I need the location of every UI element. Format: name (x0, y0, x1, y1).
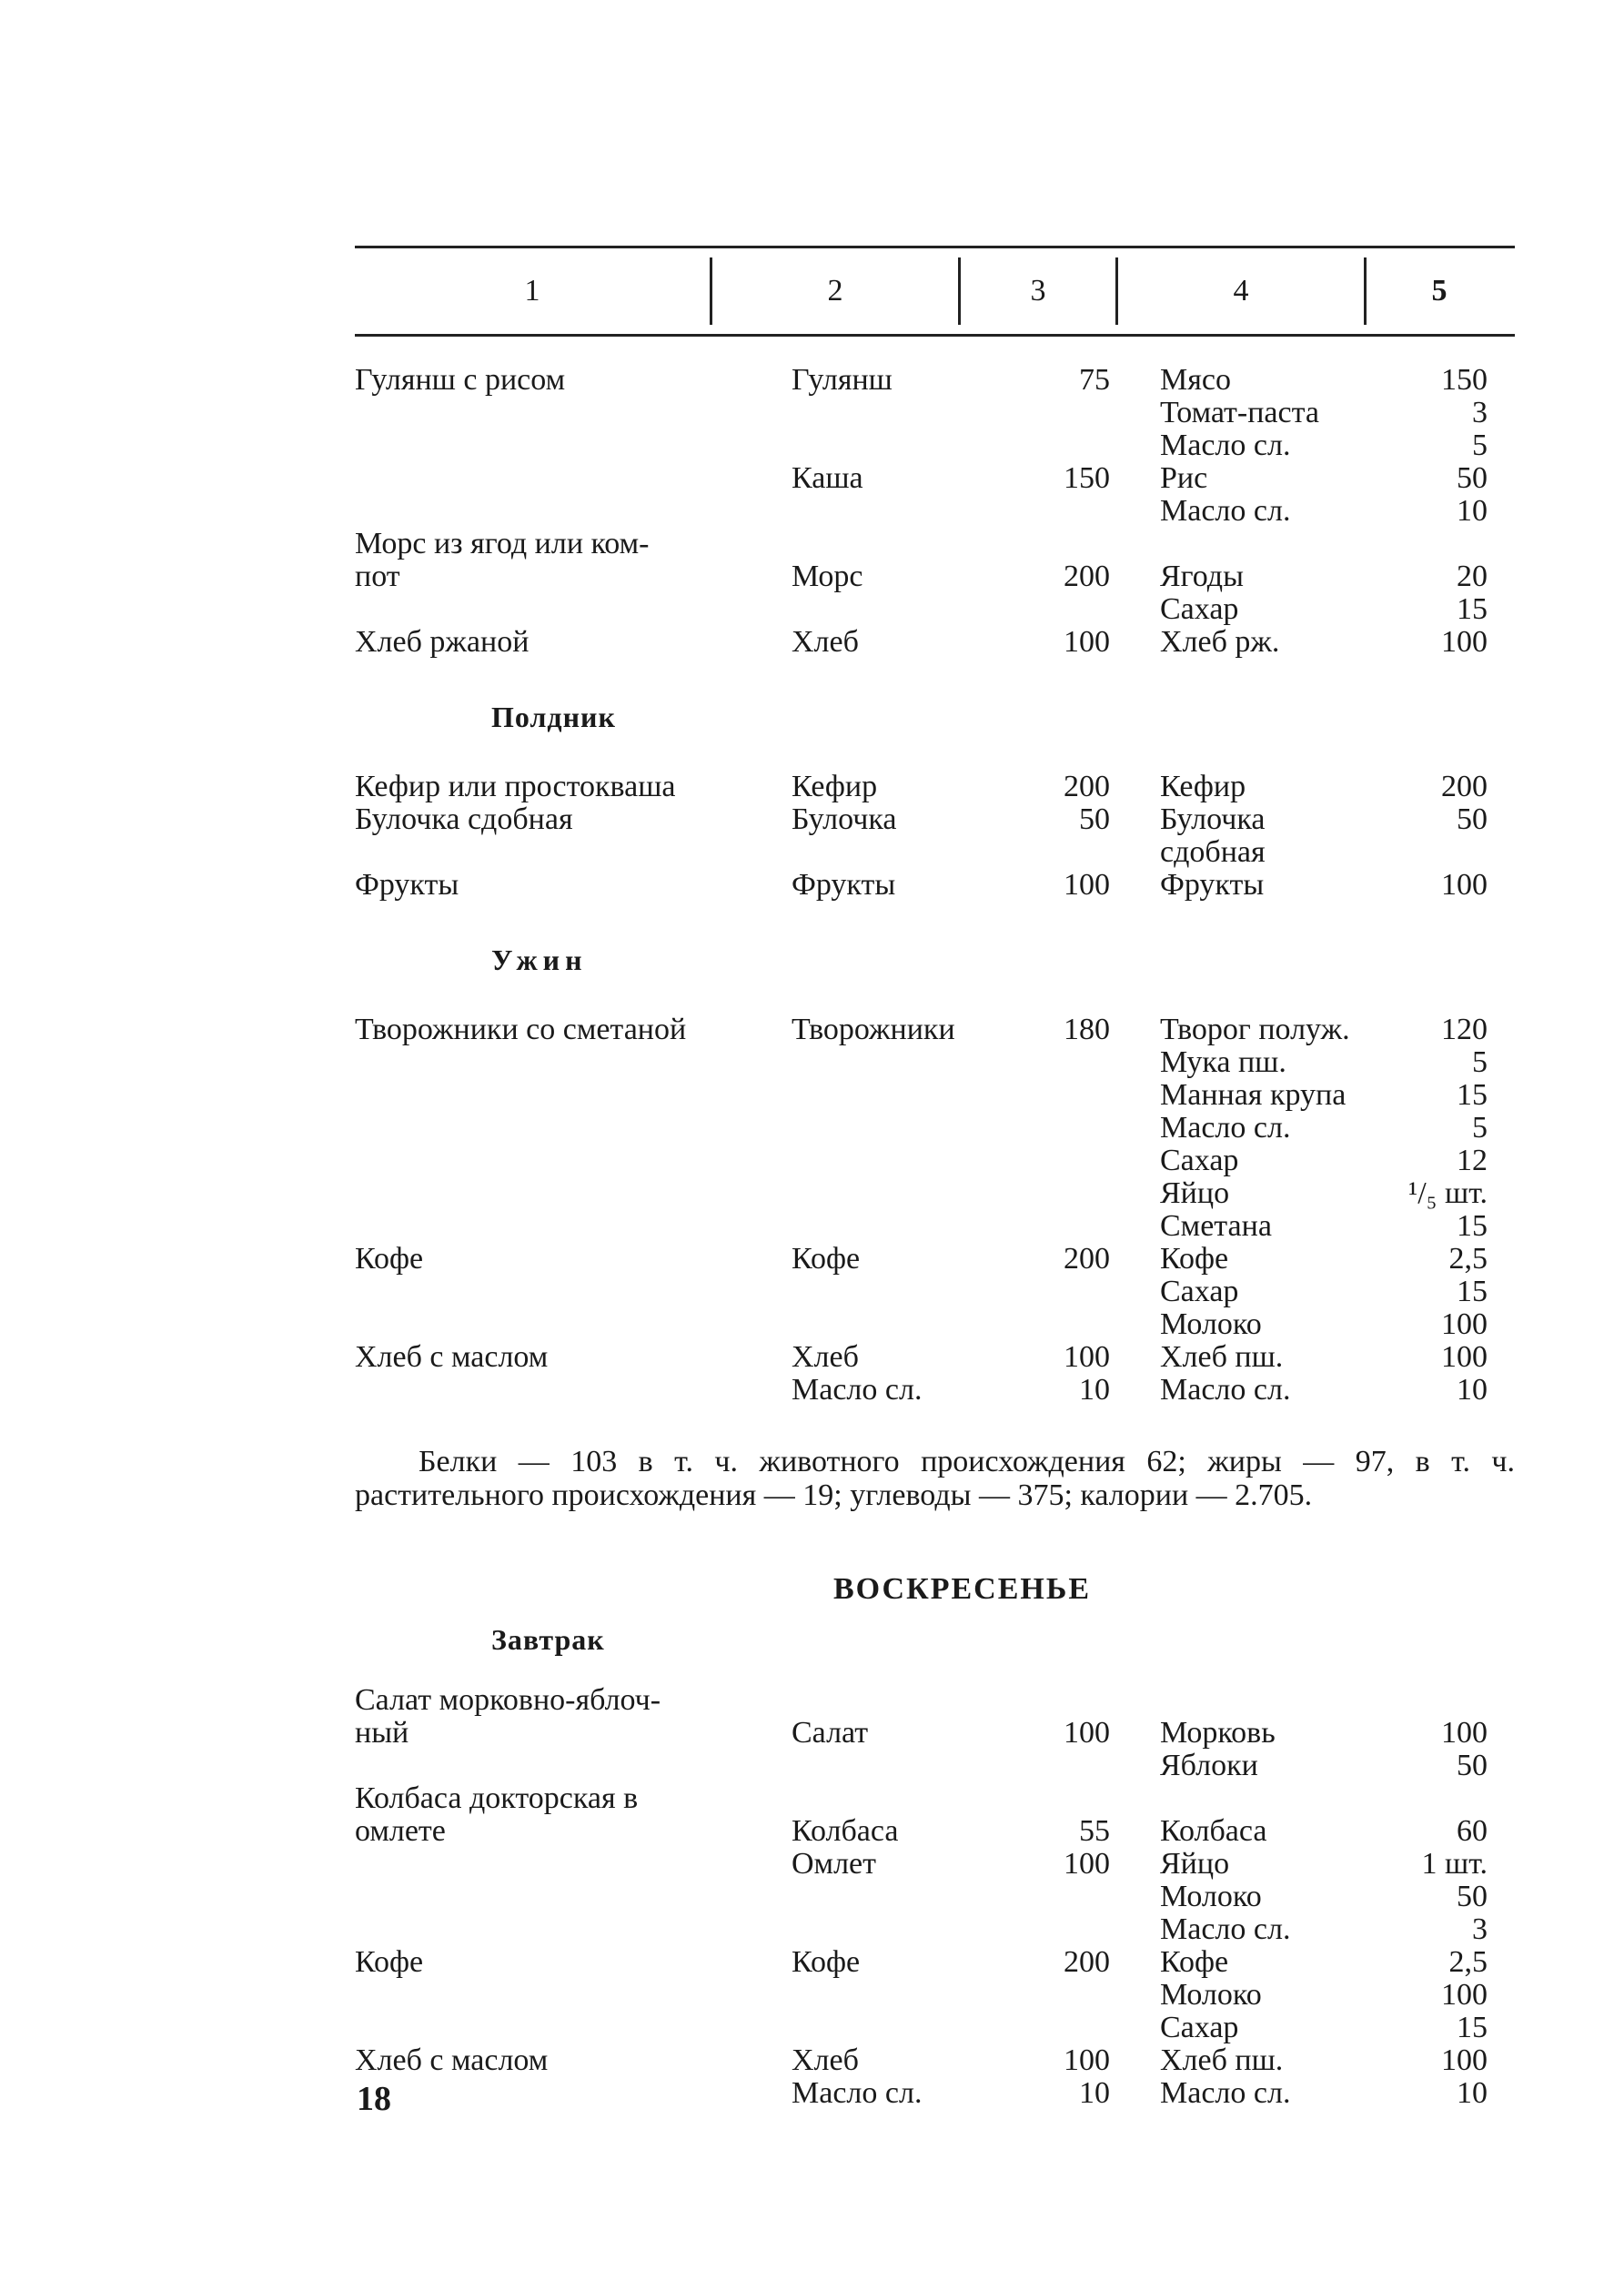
cell-c3 (1037, 1913, 1110, 1946)
header-col-5: 5 (1431, 274, 1447, 308)
cell-c4: Молоко (1160, 1880, 1262, 1913)
cell-c2 (792, 1684, 1037, 1717)
cell-c5: 150 (1441, 363, 1488, 397)
table-row (355, 2077, 1515, 2110)
cell-c1: Творожники со сметаной (355, 1013, 687, 1046)
cell-c3: 100 (1064, 2043, 1110, 2077)
cell-c4: Томат-паста (1160, 396, 1319, 429)
cell-c5: 2,5 (1448, 1242, 1488, 1276)
cell-c2: Омлет (792, 1847, 876, 1881)
cell-c3 (1037, 593, 1110, 626)
cell-c2 (792, 429, 1037, 462)
cell-c3 (1037, 495, 1110, 528)
cell-c2: Кефир (792, 770, 878, 803)
cell-c4: Кефир (1160, 770, 1246, 803)
cell-c2 (792, 1177, 1037, 1210)
cell-c5 (1374, 528, 1488, 560)
table-row (355, 528, 1515, 560)
table-row (355, 1276, 1515, 1308)
header-col-2: 2 (827, 274, 843, 308)
header-col-1: 1 (524, 274, 540, 308)
cell-c4: Хлеб пш. (1160, 2043, 1284, 2077)
cell-c5: 1 шт. (1421, 1847, 1488, 1881)
cell-c4: Масло сл. (1160, 1111, 1291, 1145)
cell-c5: 200 (1441, 770, 1488, 803)
table-row (355, 1684, 1515, 1717)
cell-c4: Колбаса (1160, 1814, 1267, 1848)
cell-c2: Салат (792, 1716, 869, 1750)
cell-c4: Сахар (1160, 1275, 1239, 1308)
breakfast-block (355, 1684, 1515, 2110)
cell-c5: 5 (1472, 429, 1488, 462)
cell-c2: Гулянш (792, 363, 893, 397)
table-row (355, 560, 1515, 593)
cell-c1: Кефир или простокваша (355, 770, 676, 803)
cell-c3 (1037, 1684, 1110, 1717)
cell-c3 (1037, 397, 1110, 429)
cell-c4: Хлеб рж. (1160, 625, 1280, 659)
cell-c2 (792, 1046, 1037, 1079)
cell-c4 (1110, 528, 1374, 560)
cell-c4: Кофе (1160, 1945, 1229, 1979)
cell-c2: Морс (792, 560, 863, 593)
table-row (355, 2044, 1515, 2077)
cell-c1: Хлеб с маслом (355, 1340, 549, 1374)
cell-c4: Манная крупа (1160, 1078, 1347, 1112)
cell-c5: 100 (1441, 1307, 1488, 1341)
cell-c3: 75 (1079, 363, 1110, 397)
cell-c3 (1037, 1046, 1110, 1079)
cell-c1 (355, 397, 792, 429)
cell-c4: Творог полуж. (1160, 1013, 1350, 1046)
cell-c4: Мясо (1160, 363, 1231, 397)
cell-c2 (792, 1210, 1037, 1243)
cell-c4: Сметана (1160, 1209, 1272, 1243)
table-row (355, 1815, 1515, 1848)
table-row (355, 1750, 1515, 1782)
day-title: ВОСКРЕСЕНЬЕ (832, 1572, 1092, 1606)
cell-c1: Булочка сдобная (355, 802, 573, 836)
cell-c5: 10 (1457, 2076, 1488, 2110)
cell-c5: 120 (1441, 1013, 1488, 1046)
cell-c1 (355, 429, 792, 462)
table-row (355, 1210, 1515, 1243)
cell-c4: Яйцо (1160, 1847, 1230, 1881)
cell-c3: 10 (1079, 1373, 1110, 1407)
table-row (355, 1112, 1515, 1145)
lunch-block (355, 364, 1515, 659)
cell-c3: 10 (1079, 2076, 1110, 2110)
cell-c3 (1037, 1782, 1110, 1815)
cell-c1 (355, 1177, 792, 1210)
page-number: 18 (357, 2080, 391, 2118)
cell-c1 (355, 1913, 792, 1946)
cell-c3 (1037, 528, 1110, 560)
cell-c2: Каша (792, 461, 863, 495)
cell-c4: Морковь (1160, 1716, 1276, 1750)
cell-c1 (355, 1979, 792, 2012)
cell-c5: 10 (1457, 1373, 1488, 1407)
cell-c4: Масло сл. (1160, 1373, 1291, 1407)
cell-c4: Сахар (1160, 2011, 1239, 2044)
cell-c1: Фрукты (355, 868, 459, 902)
cell-c2: Фрукты (792, 868, 896, 902)
cell-c4: Молоко (1160, 1978, 1262, 2012)
cell-c2 (792, 1913, 1037, 1946)
cell-c1 (355, 2077, 792, 2110)
cell-c5: 5 (1472, 1045, 1488, 1079)
cell-c5: 100 (1441, 1978, 1488, 2012)
cell-c5: 100 (1441, 1340, 1488, 1374)
cell-c5: 12 (1457, 1144, 1488, 1177)
cell-c1: Гулянш с рисом (355, 363, 566, 397)
cell-c5: 60 (1457, 1814, 1488, 1848)
cell-c4: сдобная (1160, 835, 1266, 869)
dinner-block (355, 1014, 1515, 1407)
table-row (355, 462, 1515, 495)
table-row (355, 836, 1515, 869)
table-row (355, 1717, 1515, 1750)
table-row (355, 1145, 1515, 1177)
cell-c1 (355, 495, 792, 528)
table-row (355, 1046, 1515, 1079)
cell-c1 (355, 1145, 792, 1177)
cell-c2 (792, 1750, 1037, 1782)
cell-c3 (1037, 1079, 1110, 1112)
cell-c3: 100 (1064, 1716, 1110, 1750)
cell-c1: ный (355, 1716, 409, 1750)
cell-c1: Хлеб ржаной (355, 625, 530, 659)
cell-c4 (1110, 1684, 1374, 1717)
cell-c1 (355, 593, 792, 626)
table-header (355, 248, 1515, 334)
cell-c1: пот (355, 560, 400, 593)
cell-c2: Творожники (792, 1013, 955, 1046)
cell-c3: 150 (1064, 461, 1110, 495)
cell-c2 (792, 1145, 1037, 1177)
cell-c5 (1374, 1782, 1488, 1815)
cell-c3 (1037, 1177, 1110, 1210)
cell-c2: Хлеб (792, 1340, 859, 1374)
cell-c1 (355, 1112, 792, 1145)
cell-c4: Рис (1160, 461, 1208, 495)
cell-c5: 50 (1457, 461, 1488, 495)
cell-c1: Кофе (355, 1945, 424, 1979)
table-row (355, 1079, 1515, 1112)
table-row (355, 1782, 1515, 1815)
cell-c2 (792, 836, 1037, 869)
cell-c5: 100 (1441, 1716, 1488, 1750)
table-row (355, 593, 1515, 626)
cell-c5: ¹/₅ шт. (1408, 1176, 1488, 1210)
cell-c5: 3 (1472, 396, 1488, 429)
page-content (355, 246, 1515, 2110)
section-title-zavtrak: Завтрак (491, 1623, 605, 1656)
cell-c5: 5 (1472, 1111, 1488, 1145)
cell-c3 (1037, 1145, 1110, 1177)
cell-c3 (1037, 1881, 1110, 1913)
cell-c1: Кофе (355, 1242, 424, 1276)
cell-c2: Кофе (792, 1242, 861, 1276)
cell-c3: 100 (1064, 868, 1110, 902)
table-row (355, 495, 1515, 528)
cell-c1 (355, 1276, 792, 1308)
cell-c3: 200 (1064, 1945, 1110, 1979)
cell-c3 (1037, 1112, 1110, 1145)
cell-c5: 50 (1457, 1749, 1488, 1782)
cell-c2 (792, 2012, 1037, 2044)
cell-c1: Морс из ягод или ком- (355, 527, 650, 560)
table-row (355, 1014, 1515, 1046)
table-row (355, 771, 1515, 803)
table-row (355, 1979, 1515, 2012)
section-title-poldnik: Полдник (491, 701, 616, 733)
cell-c5: 2,5 (1448, 1945, 1488, 1979)
cell-c5: 3 (1472, 1912, 1488, 1946)
cell-c5: 50 (1457, 1880, 1488, 1913)
cell-c5: 15 (1457, 592, 1488, 626)
cell-c2 (792, 593, 1037, 626)
cell-c5: 100 (1441, 625, 1488, 659)
cell-c1 (355, 1750, 792, 1782)
cell-c3 (1037, 2012, 1110, 2044)
cell-c4: Масло сл. (1160, 429, 1291, 462)
cell-c3: 200 (1064, 770, 1110, 803)
cell-c3: 200 (1064, 1242, 1110, 1276)
table-row (355, 1308, 1515, 1341)
cell-c5: 100 (1441, 868, 1488, 902)
cell-c5: 15 (1457, 1209, 1488, 1243)
cell-c3 (1037, 1750, 1110, 1782)
cell-c1 (355, 836, 792, 869)
table-row (355, 429, 1515, 462)
cell-c3: 100 (1064, 1847, 1110, 1881)
cell-c3 (1037, 1979, 1110, 2012)
cell-c1: Салат морковно-яблоч- (355, 1683, 661, 1717)
cell-c2 (792, 397, 1037, 429)
cell-c2 (792, 1308, 1037, 1341)
cell-c3 (1037, 429, 1110, 462)
table-row (355, 1848, 1515, 1881)
cell-c1: Колбаса докторская в (355, 1781, 639, 1815)
cell-c2 (792, 1276, 1037, 1308)
cell-c2: Масло сл. (792, 2076, 923, 2110)
cell-c3: 180 (1064, 1013, 1110, 1046)
menu-table-body (355, 364, 1515, 2110)
cell-c3: 55 (1079, 1814, 1110, 1848)
cell-c1 (355, 1848, 792, 1881)
cell-c4: Масло сл. (1160, 2076, 1291, 2110)
cell-c5: 15 (1457, 1078, 1488, 1112)
cell-c2 (792, 528, 1037, 560)
cell-c1 (355, 1881, 792, 1913)
cell-c1: омлете (355, 1814, 446, 1848)
cell-c2: Кофе (792, 1945, 861, 1979)
table-row (355, 626, 1515, 659)
cell-c5: 50 (1457, 802, 1488, 836)
cell-c4: Сахар (1160, 1144, 1239, 1177)
cell-c4: Хлеб пш. (1160, 1340, 1284, 1374)
cell-c5 (1374, 836, 1488, 869)
table-row (355, 2012, 1515, 2044)
cell-c4: Сахар (1160, 592, 1239, 626)
cell-c1: Хлеб с маслом (355, 2043, 549, 2077)
cell-c2 (792, 1881, 1037, 1913)
cell-c2: Булочка (792, 802, 897, 836)
cell-c3 (1037, 1210, 1110, 1243)
cell-c1 (355, 1374, 792, 1407)
cell-c1 (355, 1210, 792, 1243)
cell-c2: Масло сл. (792, 1373, 923, 1407)
cell-c2 (792, 1782, 1037, 1815)
cell-c4: Яблоки (1160, 1749, 1258, 1782)
header-col-4: 4 (1233, 274, 1249, 308)
cell-c4: Булочка (1160, 802, 1266, 836)
cell-c4: Масло сл. (1160, 494, 1291, 528)
table-row (355, 1946, 1515, 1979)
cell-c1 (355, 1046, 792, 1079)
cell-c3: 100 (1064, 625, 1110, 659)
cell-c5 (1374, 1684, 1488, 1717)
cell-c2: Колбаса (792, 1814, 899, 1848)
table-row (355, 1341, 1515, 1374)
cell-c5: 15 (1457, 2011, 1488, 2044)
cell-c3 (1037, 1308, 1110, 1341)
cell-c2: Хлеб (792, 2043, 859, 2077)
table-row (355, 869, 1515, 902)
afternoon-snack-block (355, 771, 1515, 902)
cell-c2 (792, 1079, 1037, 1112)
cell-c5: 100 (1441, 2043, 1488, 2077)
section-title-uzhin: Ужин (491, 943, 588, 976)
cell-c3 (1037, 1276, 1110, 1308)
cell-c4: Ягоды (1160, 560, 1244, 593)
cell-c5: 15 (1457, 1275, 1488, 1308)
table-row (355, 803, 1515, 836)
cell-c3: 50 (1079, 802, 1110, 836)
cell-c4: Яйцо (1160, 1176, 1230, 1210)
cell-c2 (792, 1112, 1037, 1145)
cell-c1 (355, 1308, 792, 1341)
cell-c2: Хлеб (792, 625, 859, 659)
table-header-rule (355, 334, 1515, 337)
table-row (355, 1881, 1515, 1913)
cell-c4: Масло сл. (1160, 1912, 1291, 1946)
cell-c1 (355, 1079, 792, 1112)
cell-c2 (792, 1979, 1037, 2012)
nutrition-summary: Белки — 103 в т. ч. животного происхождения 62; жиры — 97, в т. ч. растительного происхождения — 19; углеводы — 375; калории — 2.705. (355, 1445, 1515, 1512)
cell-c4: Мука пш. (1160, 1045, 1286, 1079)
cell-c5: 20 (1457, 560, 1488, 593)
table-row (355, 1374, 1515, 1407)
header-col-3: 3 (1030, 274, 1046, 308)
table-row (355, 1243, 1515, 1276)
cell-c3: 100 (1064, 1340, 1110, 1374)
cell-c1 (355, 2012, 792, 2044)
table-row (355, 1913, 1515, 1946)
table-row (355, 364, 1515, 397)
table-row (355, 1177, 1515, 1210)
table-row (355, 397, 1515, 429)
cell-c3: 200 (1064, 560, 1110, 593)
cell-c4: Кофе (1160, 1242, 1229, 1276)
cell-c3 (1037, 836, 1110, 869)
cell-c4 (1110, 1782, 1374, 1815)
cell-c5: 10 (1457, 494, 1488, 528)
cell-c4: Фрукты (1160, 868, 1265, 902)
cell-c4: Молоко (1160, 1307, 1262, 1341)
cell-c2 (792, 495, 1037, 528)
cell-c1 (355, 462, 792, 495)
